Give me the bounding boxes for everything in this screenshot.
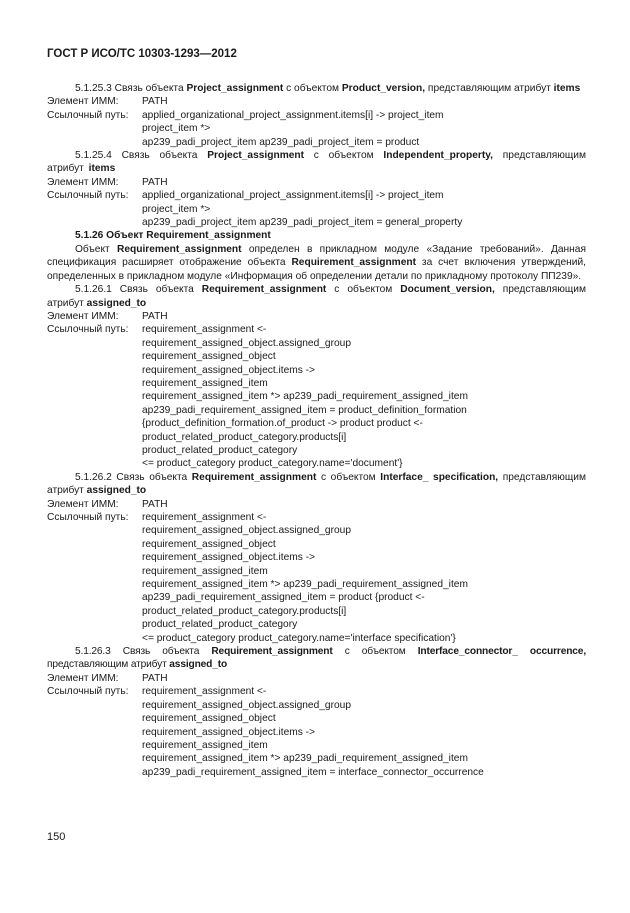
- text: с объектом: [283, 83, 342, 94]
- path-line: requirement_assigned_object.items ->: [142, 364, 315, 376]
- path-line: requirement_assigned_object.items ->: [142, 726, 315, 738]
- path-line: requirement_assigned_item *> ap239_padi_requirement_assigned_item: [142, 753, 468, 765]
- path-row: [47, 323, 586, 336]
- object-name: Requirement_assignment: [191, 471, 317, 483]
- attribute-name: items: [553, 83, 581, 94]
- element-value: PATH: [142, 96, 168, 108]
- text: представляющим атрибут: [47, 150, 587, 175]
- path-line: ap239_padi_requirement_assigned_item = interface_connector_occurrence: [142, 766, 484, 778]
- path-line: requirement_assigned_object.assigned_group: [142, 525, 351, 537]
- object-name: Requirement_assignment: [117, 243, 242, 255]
- path-label: Ссылочный путь:: [47, 686, 129, 698]
- section-5-1-25-4-heading: [47, 149, 586, 176]
- text: представляющим атрибут: [47, 659, 170, 671]
- element-value: PATH: [142, 176, 168, 188]
- path-line: requirement_assignment <-: [142, 512, 267, 523]
- path-line: project_item *>: [142, 123, 211, 135]
- path-line: applied_organizational_project_assignment.items[i] -> project_item: [142, 190, 444, 202]
- path-row: [47, 189, 586, 202]
- path-line: product_related_product_category: [142, 619, 298, 631]
- section-5-1-25-3-heading: [47, 82, 586, 95]
- path-line: requirement_assigned_item: [142, 377, 268, 389]
- section-5-1-26-1-heading: [47, 283, 586, 310]
- element-row: [47, 672, 586, 685]
- element-label: Элемент ИММ:: [47, 672, 119, 684]
- path-line: requirement_assignment <-: [142, 686, 267, 698]
- text: с объектом: [326, 284, 401, 296]
- target-object: Interface_ specification,: [380, 471, 499, 483]
- object-name: Requirement_assignment: [291, 257, 417, 269]
- object-name: Project_assignment: [186, 83, 284, 94]
- path-line: requirement_assigned_object.assigned_group: [142, 699, 351, 711]
- path-line: <= product_category product_category.name='document'}: [142, 458, 403, 470]
- target-object: Product_version,: [341, 83, 426, 94]
- page-number: 150: [47, 831, 66, 843]
- path-line: project_item *>: [142, 203, 211, 215]
- section-number: 5.1.25.4 Связь объекта: [75, 150, 208, 162]
- section-5-1-26-2-heading: [47, 471, 586, 498]
- text: определен в прикладном модуле «Задание требований». Данная спецификация расширяет отображение объекта: [47, 243, 586, 269]
- section-5-1-26-3-heading: [47, 645, 586, 672]
- element-label: Элемент ИММ:: [47, 498, 119, 510]
- section-number: 5.1.25.3 Связь объекта: [75, 83, 187, 94]
- attribute-name: items: [88, 163, 116, 175]
- path-line: requirement_assigned_object.assigned_group: [142, 337, 351, 349]
- object-name: Requirement_assignment: [211, 646, 333, 658]
- target-object: Interface_connector_ occurrence,: [417, 646, 586, 658]
- object-name: Project_assignment: [207, 150, 305, 162]
- text: с объектом: [332, 646, 418, 658]
- path-row: [47, 511, 586, 524]
- text: представляющим атрибут: [47, 471, 586, 497]
- section-5-1-26-description: [47, 243, 586, 283]
- target-object: Document_version,: [400, 284, 495, 296]
- element-label: Элемент ИММ:: [47, 310, 119, 322]
- path-line: product_related_product_category.products[i]: [142, 605, 347, 617]
- path-line: applied_organizational_project_assignment.items[i] -> project_item: [142, 109, 444, 121]
- path-line: ap239_padi_project_item ap239_padi_project_item = product: [142, 136, 420, 148]
- path-row: [47, 109, 586, 122]
- text: представляющим атрибут: [425, 83, 554, 94]
- target-object: Independent_property,: [383, 150, 494, 162]
- path-line: requirement_assigned_object: [142, 538, 276, 550]
- path-line: <= product_category product_category.name='interface specification'}: [142, 632, 456, 644]
- path-label: Ссылочный путь:: [47, 324, 129, 336]
- element-value: PATH: [142, 498, 168, 510]
- text: с объектом: [304, 150, 384, 162]
- path-line: ap239_padi_requirement_assigned_item = product {product <-: [142, 592, 425, 604]
- element-label: Элемент ИММ:: [47, 96, 119, 108]
- element-row: [47, 310, 586, 323]
- element-value: PATH: [142, 310, 168, 322]
- section-number: 5.1.26.3 Связь объекта: [75, 646, 212, 658]
- path-line: {product_definition_formation.of_product -> product product <-: [142, 418, 423, 430]
- path-line: ap239_padi_requirement_assigned_item = product_definition_formation: [142, 404, 467, 416]
- path-line: requirement_assigned_item *> ap239_padi_requirement_assigned_item: [142, 391, 468, 403]
- object-name: Requirement_assignment: [201, 284, 327, 296]
- path-line: requirement_assigned_object.items ->: [142, 552, 315, 564]
- element-row: [47, 498, 586, 511]
- path-line: requirement_assigned_object: [142, 713, 276, 725]
- section-number: 5.1.26.1 Связь объекта: [75, 284, 202, 296]
- text: представляющим атрибут: [47, 284, 586, 309]
- document-header: ГОСТ Р ИСО/ТС 10303-1293—2012: [47, 48, 237, 60]
- path-label: Ссылочный путь:: [47, 512, 129, 523]
- path-line: requirement_assigned_object: [142, 351, 276, 363]
- path-line: requirement_assignment <-: [142, 324, 267, 336]
- element-row: [47, 95, 586, 108]
- section-5-1-26-title: 5.1.26 Объект Requirement_assignment: [75, 230, 271, 242]
- path-line: product_related_product_category: [142, 444, 298, 456]
- section-number: 5.1.26.2 Связь объекта: [75, 471, 192, 483]
- attribute-name: assigned_to: [169, 659, 228, 671]
- document-body: [47, 82, 586, 779]
- path-label: Ссылочный путь:: [47, 190, 129, 202]
- element-value: PATH: [142, 672, 168, 684]
- element-row: [47, 176, 586, 189]
- path-line: requirement_assigned_item: [142, 565, 268, 577]
- path-line: product_related_product_category.products[i]: [142, 431, 347, 443]
- attribute-name: assigned_to: [86, 485, 147, 497]
- path-label: Ссылочный путь:: [47, 109, 129, 121]
- path-line: requirement_assigned_item *> ap239_padi_requirement_assigned_item: [142, 579, 468, 591]
- text: Объект: [75, 243, 117, 255]
- path-row: [47, 685, 586, 698]
- path-line: requirement_assigned_item: [142, 739, 268, 751]
- attribute-name: assigned_to: [86, 297, 147, 309]
- text: с объектом: [316, 471, 381, 483]
- element-label: Элемент ИММ:: [47, 176, 119, 188]
- path-line: ap239_padi_project_item ap239_padi_project_item = general_property: [142, 217, 463, 229]
- text: за счет включения утверждений, определенных в прикладном модуле «Информация об определении детали по прикладному протоколу ПП239».: [47, 257, 586, 282]
